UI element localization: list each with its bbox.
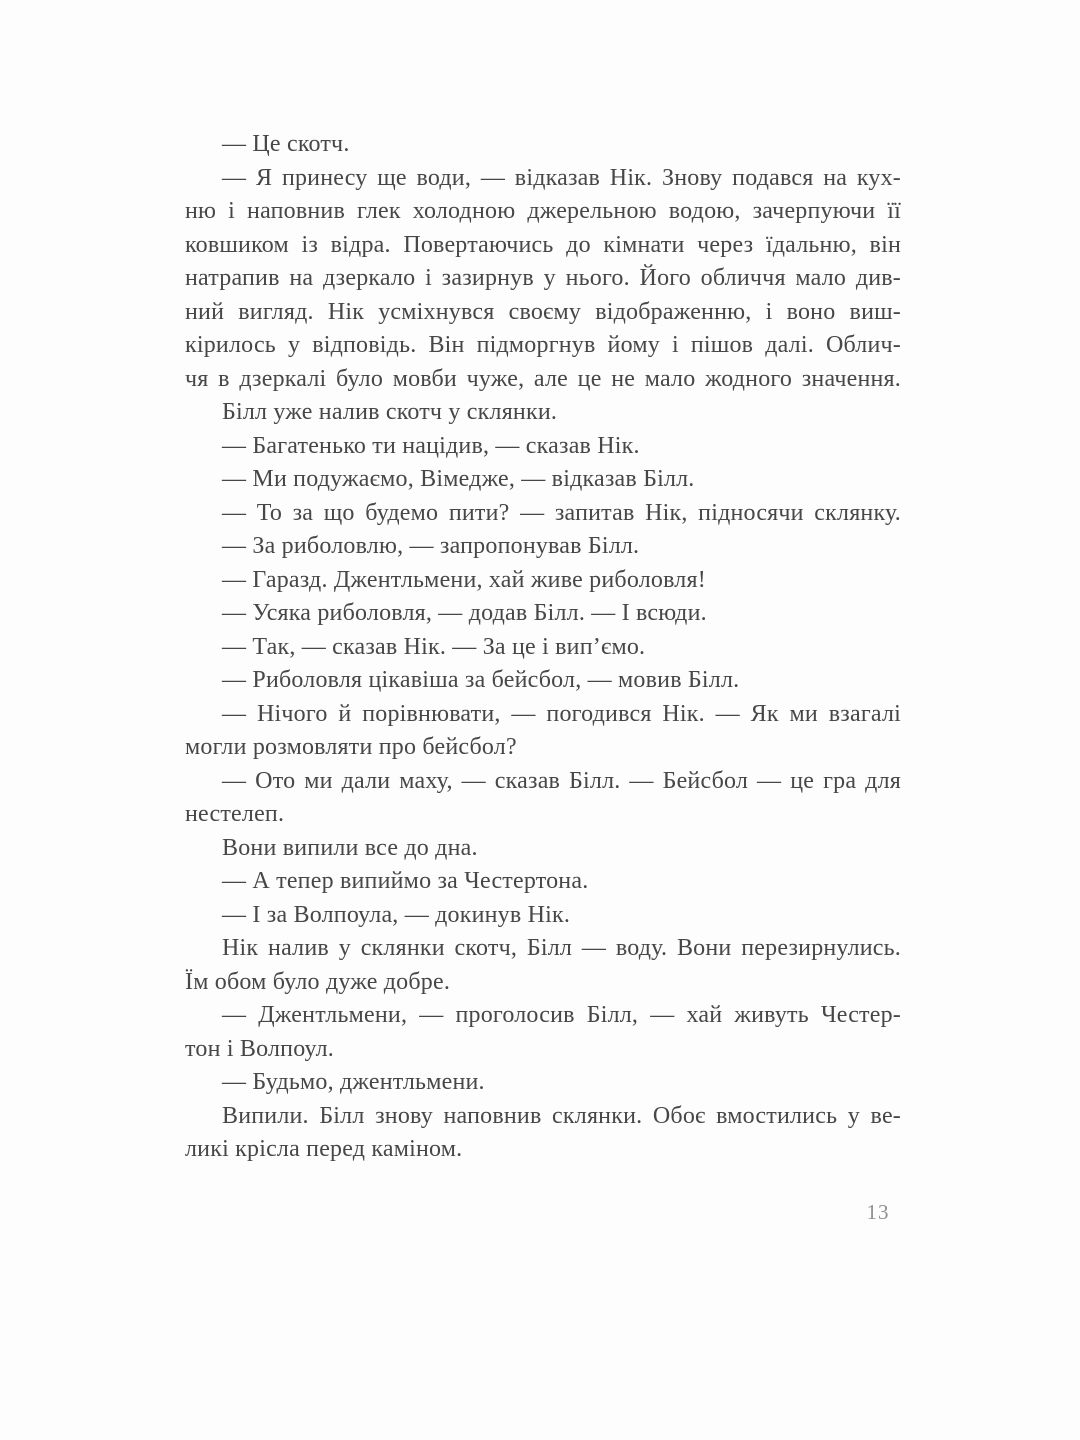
- text-line: — Так, — сказав Нік. — За це і вип’ємо.: [222, 633, 646, 660]
- text-line: ликі крісла перед каміном.: [185, 1136, 463, 1162]
- page-number: 13: [866, 1200, 890, 1224]
- text-line: чя в дзеркалі було мовби чуже, але це не мало жодного значення.: [185, 365, 901, 392]
- text-line: Випили. Білл знову наповнив склянки. Обоє вмостились у ве-: [222, 1102, 901, 1129]
- text-line: ний вигляд. Нік усміхнувся своєму відображенню, і воно виш-: [185, 298, 901, 325]
- text-line: нестелеп.: [185, 801, 285, 827]
- text-line: — То за що будемо пити? — запитав Нік, підносячи склянку.: [222, 499, 901, 526]
- text-line: могли розмовляти про бейсбол?: [185, 734, 517, 760]
- text-line: — Усяка риболовля, — додав Білл. — І всюди.: [222, 600, 707, 626]
- text-line: — Будьмо, джентльмени.: [222, 1069, 485, 1095]
- text-line: ковшиком із відра. Повертаючись до кімнати через їдальню, він: [185, 231, 901, 258]
- text-line: — Ото ми дали маху, — сказав Білл. — Бейсбол — це гра для: [222, 767, 901, 794]
- text-line: — Риболовля цікавіша за бейсбол, — мовив Білл.: [222, 667, 740, 693]
- text-line: — А тепер випиймо за Честертона.: [222, 868, 589, 894]
- text-line: — Це скотч.: [222, 131, 350, 157]
- text-line: кірилось у відповідь. Він підморгнув йому і пішов далі. Облич-: [185, 332, 901, 358]
- text-line: Їм обом було дуже добре.: [185, 968, 451, 995]
- text-line: — І за Волпоула, — докинув Нік.: [222, 901, 571, 928]
- text-line: — За риболовлю, — запропонував Білл.: [222, 533, 640, 559]
- text-line: — Ми подужаємо, Вімедже, — відказав Білл.: [222, 466, 695, 492]
- text-line: — Гаразд. Джентльмени, хай живе риболовля!: [222, 566, 706, 593]
- text-line: — Багатенько ти націдив, — сказав Нік.: [222, 432, 640, 459]
- text-line: ню і наповнив глек холодною джерельною водою, зачерпуючи її: [185, 198, 901, 224]
- text-line: Вони випили все до дна.: [222, 834, 478, 861]
- text-line: Нік налив у склянки скотч, Білл — воду. Вони перезирнулись.: [222, 935, 901, 961]
- text-line: тон і Волпоул.: [185, 1035, 335, 1062]
- text-line: — Я принесу ще води, — відказав Нік. Знову подався на кух-: [222, 164, 901, 191]
- text-line: Білл уже налив скотч у склянки.: [222, 399, 558, 425]
- text-block: [185, 128, 901, 1167]
- text-line: — Нічого й порівнювати, — погодився Нік. — Як ми взагалі: [222, 700, 901, 727]
- text-line: натрапив на дзеркало і зазирнув у нього. Його обличчя мало див-: [185, 265, 901, 291]
- text-line: — Джентльмени, — проголосив Білл, — хай живуть Честер-: [222, 1002, 901, 1028]
